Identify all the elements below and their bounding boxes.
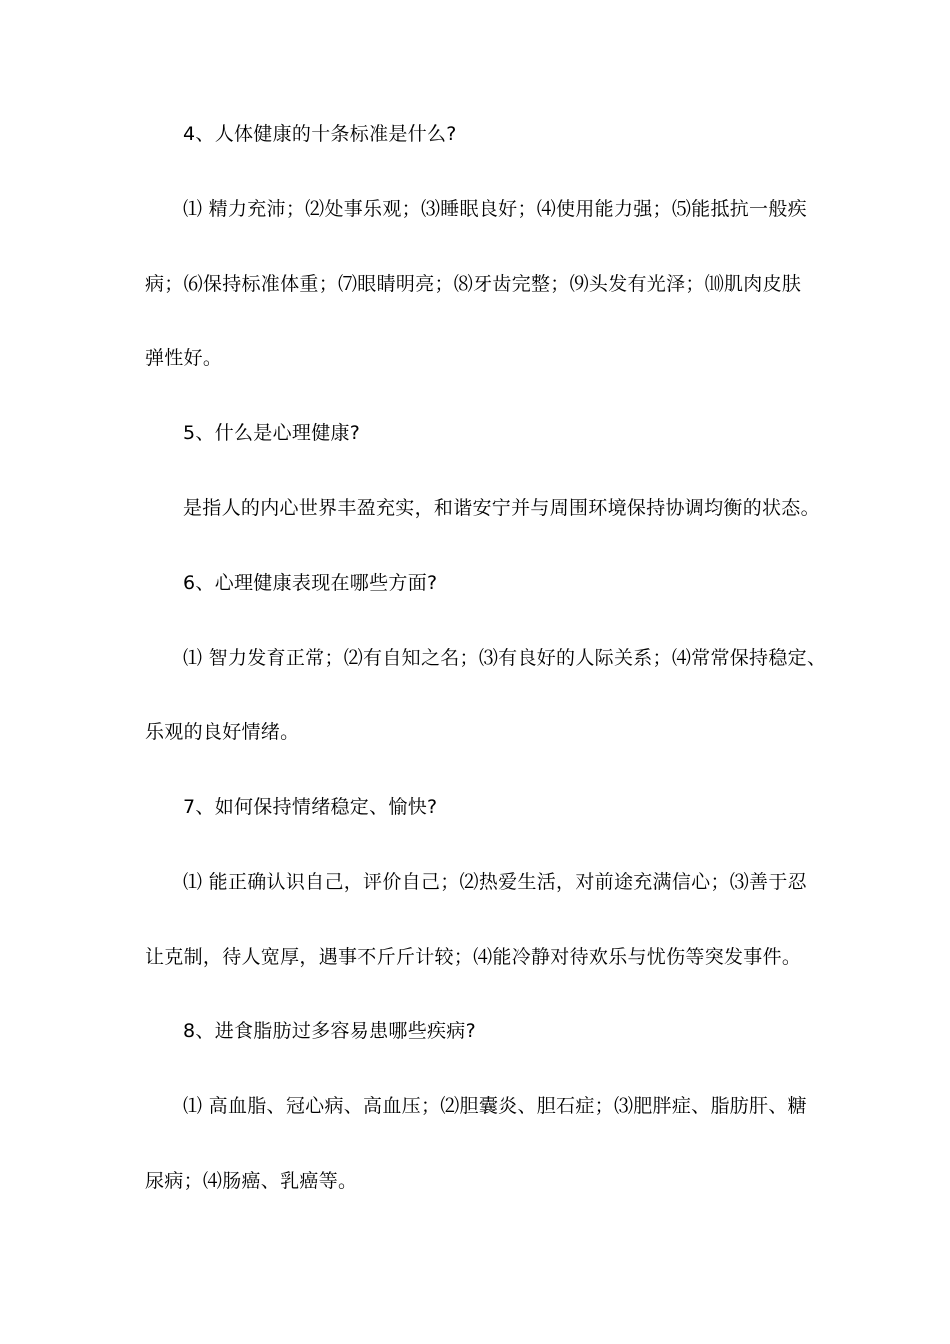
question-7-heading: 7、如何保持情绪稳定、愉快? — [183, 796, 438, 818]
question-8-heading: 8、进食脂肪过多容易患哪些疾病? — [183, 1020, 476, 1042]
answer-8-line-2: 尿病；⑷肠癌、乳癌等。 — [145, 1170, 358, 1192]
question-4-heading: 4、人体健康的十条标准是什么? — [183, 123, 457, 145]
answer-6-line-1: ⑴ 智力发育正常；⑵有自知之名；⑶有良好的人际关系；⑷常常保持稳定、 — [183, 647, 827, 669]
answer-7-line-1: ⑴ 能正确认识自己，评价自己；⑵热爱生活，对前途充满信心；⑶善于忍 — [183, 871, 807, 893]
question-5-heading: 5、什么是心理健康? — [183, 422, 361, 444]
question-6-heading: 6、心理健康表现在哪些方面? — [183, 572, 438, 594]
answer-4-line-1: ⑴ 精力充沛；⑵处事乐观；⑶睡眠良好；⑷使用能力强；⑸能抵抗一般疾 — [183, 198, 807, 220]
answer-4-line-3: 弹性好。 — [145, 347, 223, 369]
answer-7-line-2: 让克制，待人宽厚，遇事不斤斤计较；⑷能冷静对待欢乐与忧伤等突发事件。 — [145, 946, 802, 968]
answer-6-line-2: 乐观的良好情绪。 — [145, 721, 300, 743]
answer-5-line-1: 是指人的内心世界丰盈充实，和谐安宁并与周围环境保持协调均衡的状态。 — [183, 497, 820, 519]
answer-8-line-1: ⑴ 高血脂、冠心病、高血压；⑵胆囊炎、胆石症；⑶肥胖症、脂肪肝、糖 — [183, 1095, 807, 1117]
answer-4-line-2: 病；⑹保持标准体重；⑺眼睛明亮；⑻牙齿完整；⑼头发有光泽；⑽肌肉皮肤 — [145, 273, 802, 295]
